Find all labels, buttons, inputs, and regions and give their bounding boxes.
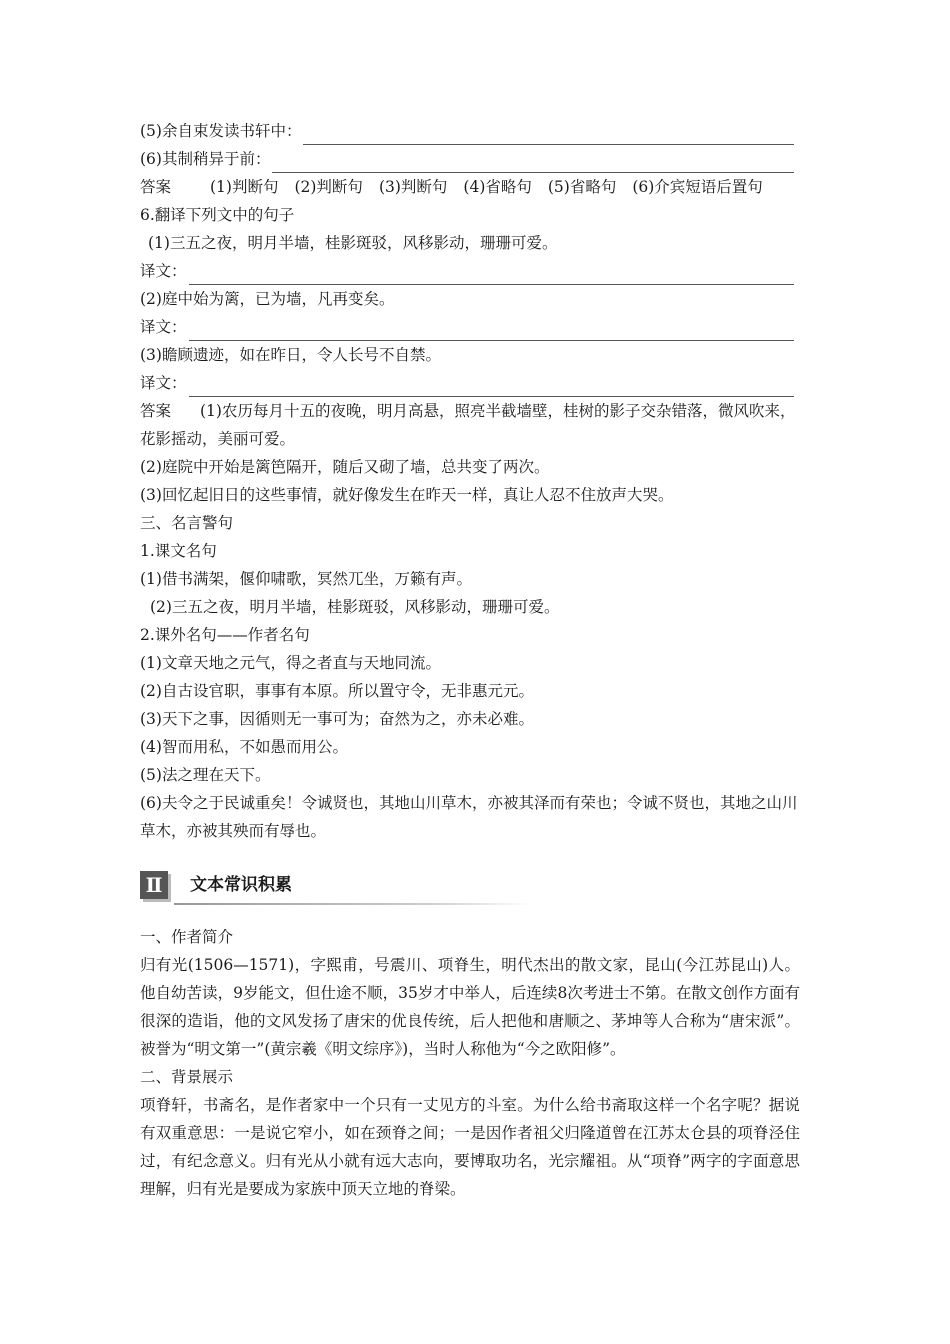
section-divider — [174, 903, 534, 905]
answer-item: (1)判断句 — [210, 178, 279, 196]
answer-text: (1)农历每月十五的夜晚，明月高悬，照亮半截墙壁，桂树的影子交杂错落，微风吹来，花影摇动，美丽可爱。 — [140, 402, 796, 448]
translate-blank-3 — [140, 369, 800, 397]
quote-item: (3)天下之事，因循则无一事可为；奋然为之，亦未必难。 — [140, 710, 534, 728]
translation-answer-3: (3)回忆起旧日的这些事情，就好像发生在昨天一样，真让人忍不住放声大哭。 — [140, 486, 674, 504]
answer-label: 答案 — [140, 402, 172, 420]
fill-blank-5 — [140, 117, 800, 145]
quote-item: (2)三五之夜，明月半墙，桂影斑驳，风移影动，珊珊可爱。 — [150, 598, 560, 616]
translate-sentence-2: (2)庭中始为篱，已为墙，凡再变矣。 — [140, 290, 395, 308]
answer-line — [189, 264, 794, 285]
translation-label: 译文： — [140, 318, 187, 336]
author-heading: 一、作者简介 — [140, 928, 234, 946]
quote-item: (6)夫令之于民诚重矣！令诚贤也，其地山川草木，亦被其泽而有荣也；令诚不贤也，其地之山川草木，亦被其殃而有辱也。 — [140, 794, 798, 840]
author-text: 归有光(1506—1571)，字熙甫，号震川、项脊生，明代杰出的散文家，昆山(今江苏昆山)人。他自幼苦读，9岁能文，但仕途不顺，35岁才中举人，后连续8次考进士不第。在散文创作方面有很深的造诣，他的文风发扬了唐宋的优良传统，后人把他和唐顺之、茅坤等人合称为“唐宋派”。被誉为“明文第一”(黄宗羲《明文综序》)，当时人称他为“今之欧阳修”。 — [140, 956, 800, 1058]
question-6-title: 6.翻译下列文中的句子 — [140, 206, 295, 224]
document-page — [140, 117, 800, 1203]
fill-blank-6 — [140, 145, 800, 173]
answer-item: (5)省略句 — [547, 178, 617, 196]
answer-line — [189, 320, 794, 341]
quotes-sub1: 1.课文名句 — [140, 542, 217, 560]
quote-item: (4)智而用私，不如愚而用公。 — [140, 738, 348, 756]
quotes-sub2: 2.课外名句——作者名句 — [140, 626, 310, 644]
answer-item: (3)判断句 — [378, 178, 448, 196]
translation-answer — [140, 397, 800, 453]
quote-item: (1)借书满架，偃仰啸歌，冥然兀坐，万籁有声。 — [140, 570, 472, 588]
answer-line — [303, 124, 794, 145]
translate-blank-2 — [140, 313, 800, 341]
quote-item: (5)法之理在天下。 — [140, 766, 271, 784]
section-badge: Ⅱ — [140, 871, 168, 899]
background-text: 项脊轩，书斋名，是作者家中一个只有一丈见方的斗室。为什么给书斋取这样一个名字呢？据说有双重意思：一是说它窄小，如在颈脊之间；一是因作者祖父归隆道曾在江苏太仓县的项脊泾住过，有纪念意义。归有光从小就有远大志向，要博取功名，光宗耀祖。从“项脊”两字的字面意思理解，归有光是要成为家族中顶天立地的脊梁。 — [140, 1096, 800, 1198]
blank-label: (6)其制稍异于前： — [140, 150, 271, 168]
answer-line — [272, 152, 794, 173]
answer-item: (2)判断句 — [294, 178, 363, 196]
translate-sentence-1: (1)三五之夜，明月半墙，桂影斑驳，风移影动，珊珊可爱。 — [148, 234, 558, 252]
translation-label: 译文： — [140, 262, 187, 280]
answer-row — [140, 173, 800, 201]
translation-label: 译文： — [140, 374, 187, 392]
answer-item: (4)省略句 — [463, 178, 532, 196]
translate-blank-1 — [140, 257, 800, 285]
translate-sentence-3: (3)瞻顾遗迹，如在昨日，令人长号不自禁。 — [140, 346, 441, 364]
section-title: 文本常识积累 — [190, 875, 292, 895]
answer-label: 答案 — [140, 178, 172, 196]
section-header — [140, 867, 800, 907]
answer-item: (6)介宾短语后置句 — [632, 178, 763, 196]
quote-item: (1)文章天地之元气，得之者直与天地同流。 — [140, 654, 441, 672]
translation-answer-2: (2)庭院中开始是篱笆隔开，随后又砌了墙，总共变了两次。 — [140, 458, 550, 476]
quotes-heading: 三、名言警句 — [140, 514, 234, 532]
answer-line — [189, 376, 794, 397]
quote-item: (2)自古设官职，事事有本原。所以置守令，无非惠元元。 — [140, 682, 534, 700]
background-heading: 二、背景展示 — [140, 1068, 234, 1086]
blank-label: (5)余自束发读书轩中： — [140, 122, 302, 140]
